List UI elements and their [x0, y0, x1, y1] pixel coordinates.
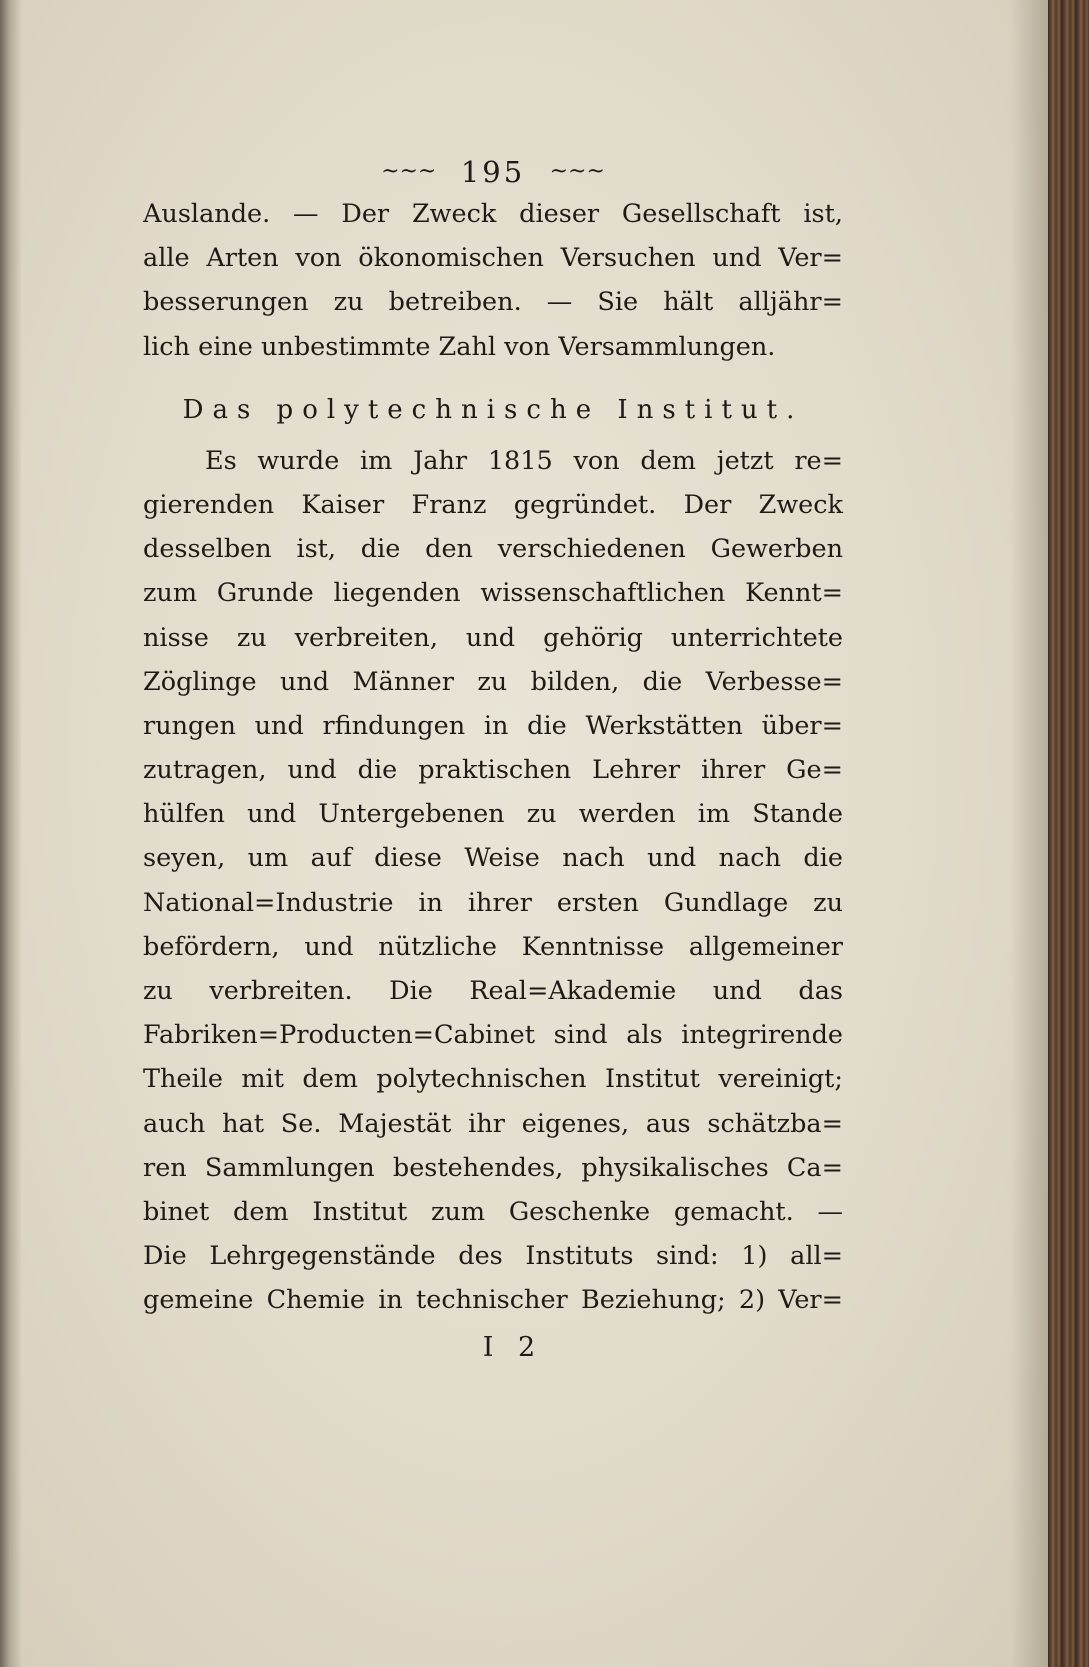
text-line: Auslande. — Der Zweck dieser Gesellschaft ist,	[143, 199, 843, 229]
page-number: 195	[460, 155, 526, 189]
ornament-left: ~~~	[381, 159, 437, 184]
text-line: Theile mit dem polytechnischen Institut vereinigt;	[143, 1064, 843, 1095]
text-line: ren Sammlungen bestehendes, physikalisches Ca=	[143, 1152, 843, 1183]
text-line: nisse zu verbreiten, und gehörig unterrichtete	[143, 622, 843, 653]
text-line: rungen und rfindungen in die Werkstätten über=	[143, 710, 843, 741]
ornament-right: ~~~	[549, 159, 605, 184]
text-line: gemeine Chemie in technischer Beziehung; 2) Ver=	[143, 1285, 843, 1316]
text-line: zum Grunde liegenden wissenschaftlichen Kennt=	[143, 578, 843, 609]
text-line: Es wurde im Jahr 1815 von dem jetzt re=	[205, 445, 843, 476]
text-line: National=Industrie in ihrer ersten Gundlage zu	[143, 887, 843, 918]
text-line: besserungen zu betreiben. — Sie hält alljähr=	[143, 287, 843, 318]
text-line: lich eine unbestimmte Zahl von Versammlungen.	[143, 331, 776, 362]
page-edge-shadow	[0, 0, 22, 1667]
book-spine-edge	[1048, 0, 1089, 1667]
text-line: befördern, und nützliche Kenntnisse allgemeiner	[143, 931, 843, 962]
text-line: auch hat Se. Majestät ihr eigenes, aus schätzba=	[143, 1108, 843, 1139]
text-line: Fabriken=Producten=Cabinet sind als integrirende	[143, 1020, 843, 1051]
text-line: alle Arten von ökonomischen Versuchen und Ver=	[143, 243, 843, 274]
text-line: Die Lehrgegenstände des Instituts sind: 1) all=	[143, 1241, 843, 1272]
paragraph-1	[143, 192, 843, 369]
text-line: desselben ist, die den verschiedenen Gewerben	[143, 534, 843, 565]
printer-signature-mark: I 2	[482, 1331, 544, 1363]
section-heading: Das polytechnische Institut.	[182, 394, 804, 425]
paragraph-2	[143, 439, 843, 1323]
text-line: hülfen und Untergebenen zu werden im Stande	[143, 799, 843, 830]
text-line: zu verbreiten. Die Real=Akademie und das	[143, 976, 843, 1006]
running-head	[143, 152, 843, 192]
text-line: gierenden Kaiser Franz gegründet. Der Zweck	[143, 489, 843, 520]
text-block	[143, 152, 843, 1373]
text-line: seyen, um auf diese Weise nach und nach die	[143, 843, 843, 874]
text-line: zutragen, und die praktischen Lehrer ihrer Ge=	[143, 755, 843, 786]
gutter-shadow	[1010, 0, 1048, 1667]
text-line: binet dem Institut zum Geschenke gemacht. —	[143, 1196, 843, 1227]
text-line: Zöglinge und Männer zu bilden, die Verbesse=	[143, 666, 843, 697]
